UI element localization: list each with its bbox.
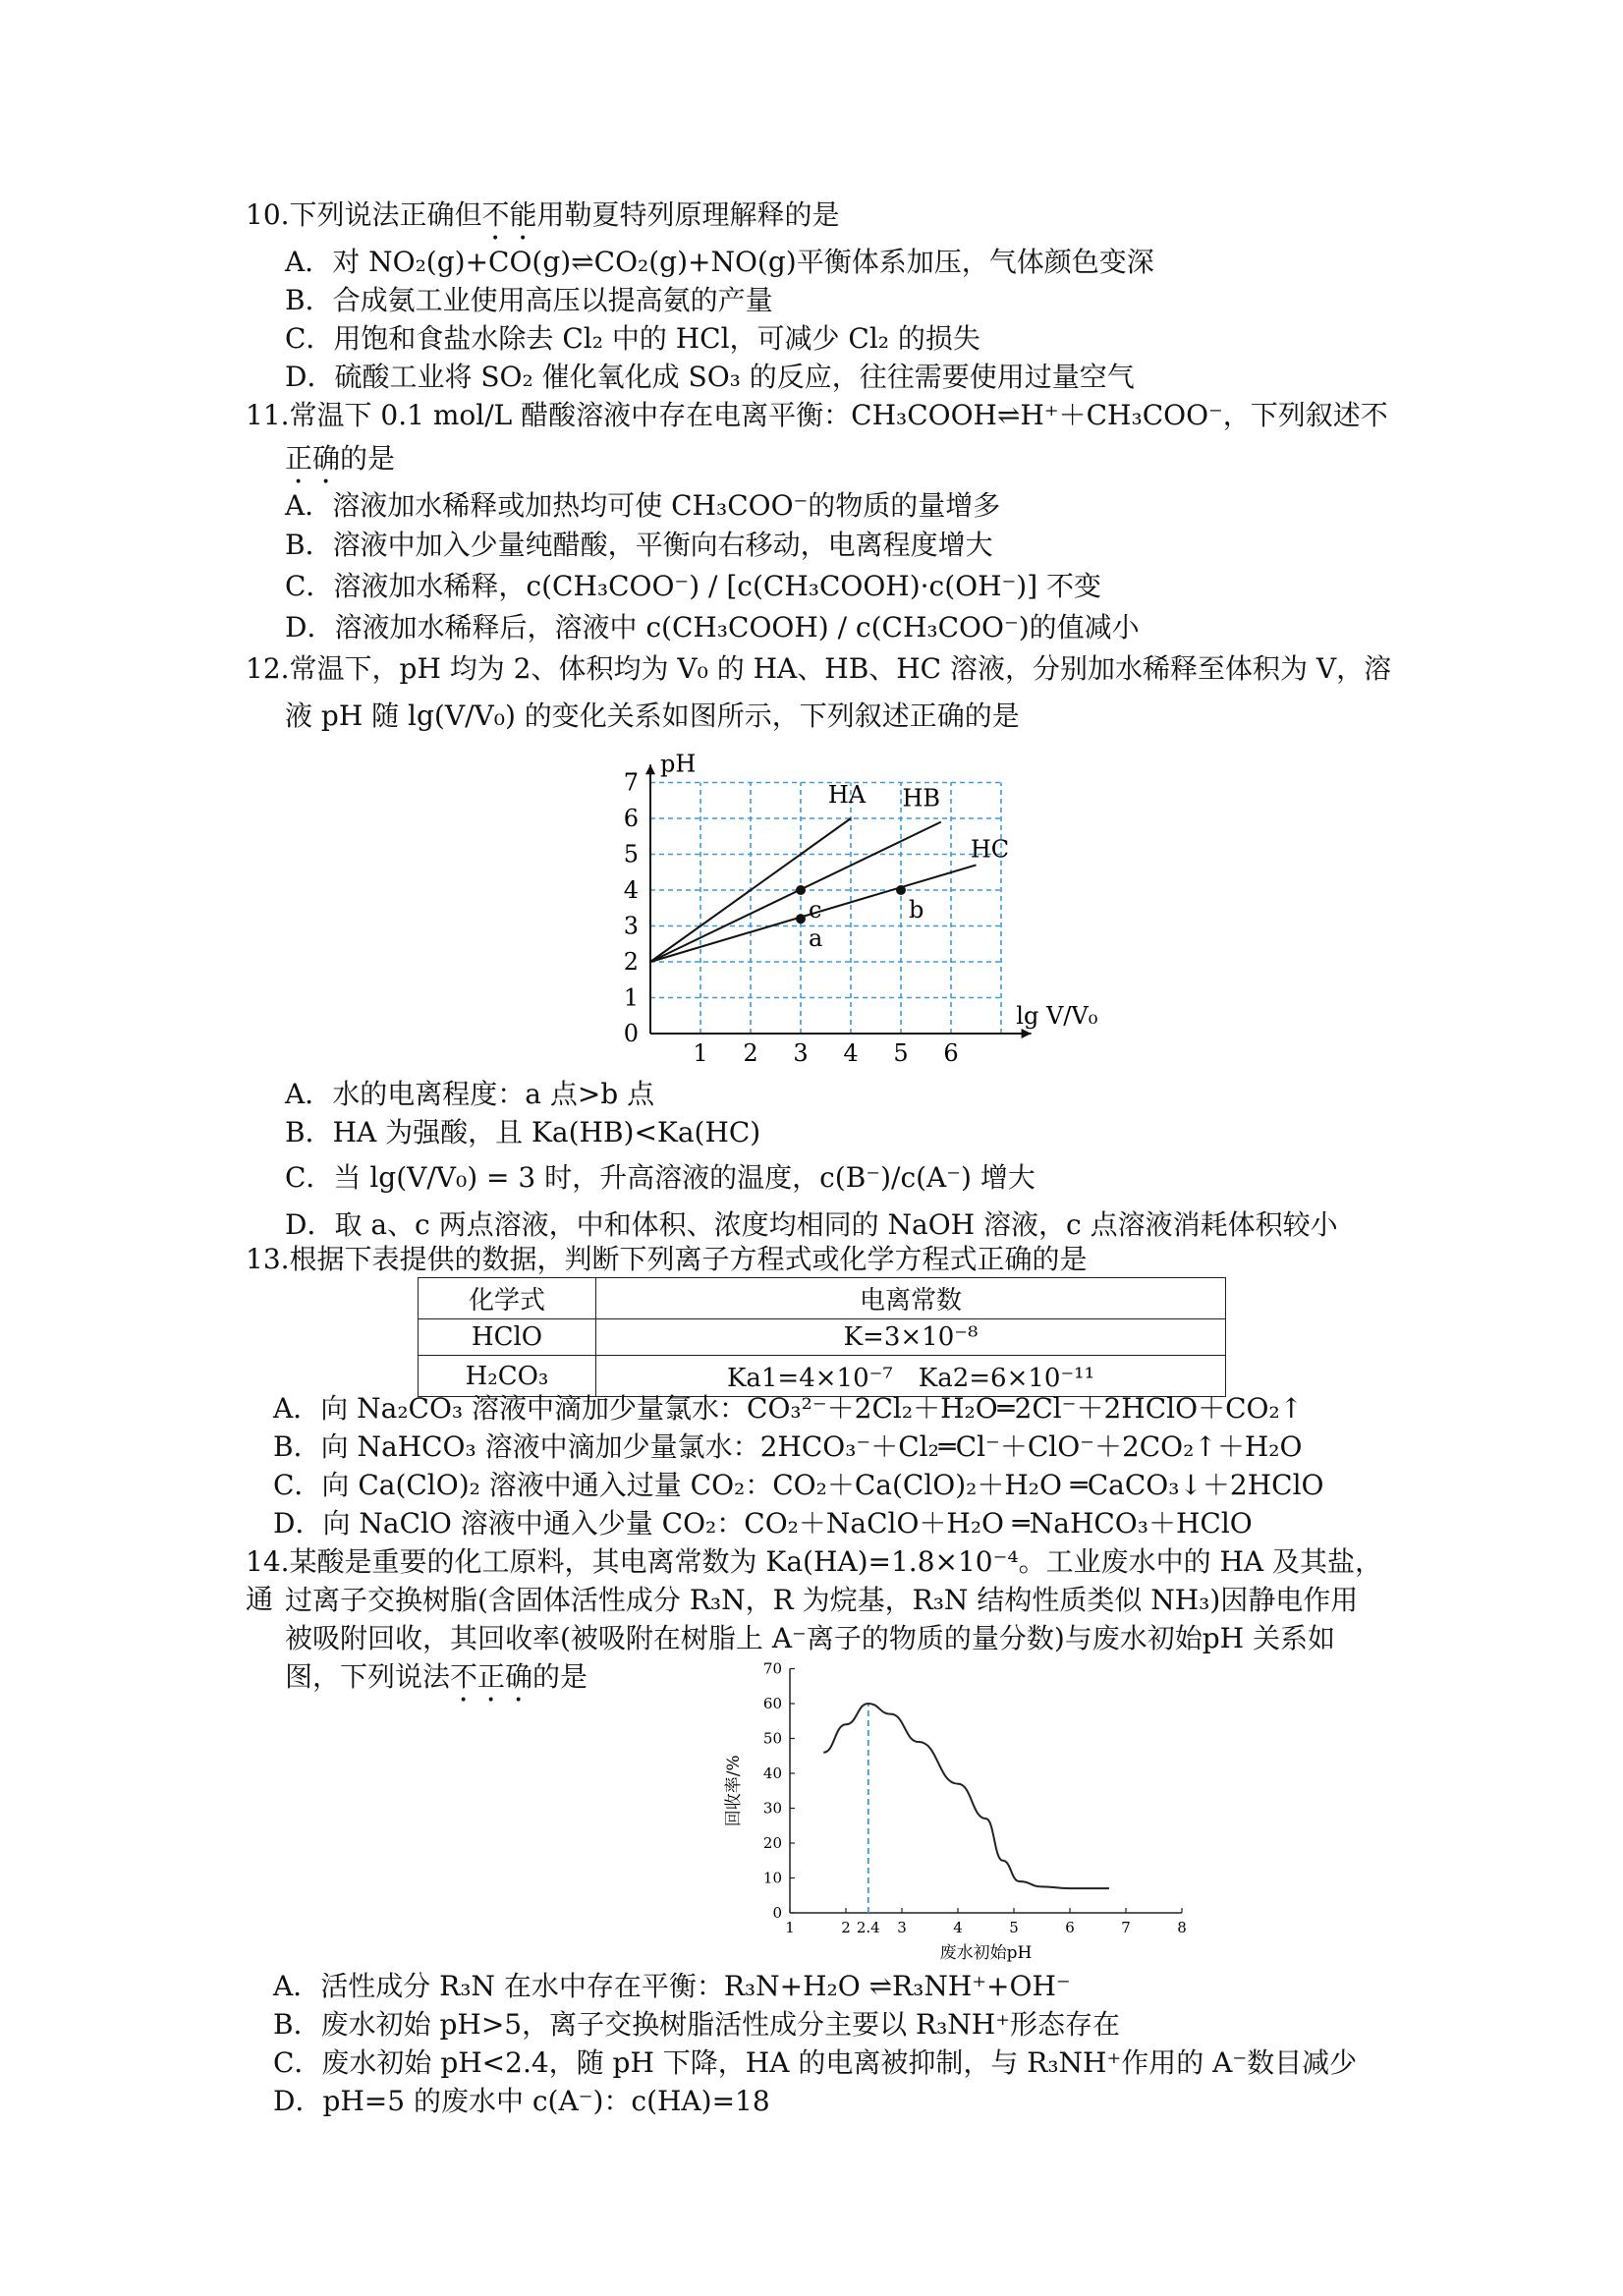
x-tick-label: 7 — [1121, 1919, 1131, 1936]
data-point — [796, 885, 806, 895]
q11-stem: 11.常温下 0.1 mol/L 醋酸溶液中存在电离平衡：CH₃COOH⇌H⁺＋CH₃COO⁻，下列叙述不 — [246, 399, 1388, 431]
x-tick-label: 2 — [841, 1919, 851, 1936]
table-row — [419, 1319, 1226, 1356]
y-axis-label: 回收率/% — [724, 1755, 744, 1827]
y-tick-label: 0 — [772, 1904, 782, 1922]
q10-option-b: B．合成氨工业使用高压以提高氨的产量 — [285, 284, 773, 316]
x-tick-label: 6 — [943, 1039, 959, 1067]
q12-option-b: B．HA 为强酸，且 Ka(HB)<Ka(HC) — [285, 1116, 761, 1148]
y-tick-label: 7 — [623, 768, 639, 797]
q13-option-a: A．向 Na₂CO₃ 溶液中滴加少量氯水：CO₃²⁻＋2Cl₂＋H₂O═2Cl⁻＋2HClO＋CO₂↑ — [273, 1392, 1304, 1425]
y-tick-label: 60 — [762, 1695, 782, 1712]
table-header: 化学式 — [419, 1278, 596, 1319]
q11-option-c: C．溶液加水稀释，c(CH₃COO⁻) / [c(CH₃COOH)·c(OH⁻)] 不变 — [285, 570, 1102, 602]
x-tick-label: 4 — [843, 1039, 859, 1067]
x-tick-label: 2 — [743, 1039, 758, 1067]
y-tick-label: 2 — [623, 948, 639, 976]
y-tick-label: 5 — [623, 840, 639, 868]
q12-stem-cont: 液 pH 随 lg(V/V₀) 的变化关系如图所示，下列叙述正确的是 — [285, 700, 1020, 732]
q14-stem: 14.某酸是重要的化工原料，其电离常数为 Ka(HA)=1.8×10⁻⁴。工业废水中的 HA 及其盐，通 — [246, 1545, 1383, 1615]
y-tick-label: 70 — [762, 1659, 782, 1678]
y-axis-label: pH — [660, 750, 697, 778]
q13-option-c: C．向 Ca(ClO)₂ 溶液中通入过量 CO₂：CO₂＋Ca(ClO)₂＋H₂O ═CaCO₃↓＋2HClO — [273, 1469, 1324, 1501]
series-label: HA — [827, 781, 867, 809]
q14-option-a: A．活性成分 R₃N 在水中存在平衡：R₃N+H₂O ⇌R₃NH⁺+OH⁻ — [273, 1970, 1071, 2002]
x-tick-label: 5 — [893, 1039, 909, 1067]
y-tick-label: 0 — [623, 1020, 639, 1047]
q14-option-d: D．pH=5 的废水中 c(A⁻)：c(HA)=18 — [273, 2085, 770, 2117]
q12-option-d: D．取 a、c 两点溶液，中和体积、浓度均相同的 NaOH 溶液，c 点溶液消耗体积较小 — [285, 1208, 1338, 1241]
q10-stem: 10.下列说法正确但不能用勒夏特列原理解释的是 — [246, 198, 840, 231]
x-tick-label: 3 — [897, 1919, 907, 1936]
q11-option-a: A．溶液加水稀释或加热均可使 CH₃COO⁻的物质的量增多 — [285, 489, 1001, 522]
recovery-curve — [823, 1704, 1109, 1888]
q14-stem-cont-3: 图，下列说法不正确的是 — [285, 1660, 588, 1693]
q13-stem: 13.根据下表提供的数据，判断下列离子方程式或化学方程式正确的是 — [246, 1243, 1088, 1275]
q12-option-a: A．水的电离程度：a 点>b 点 — [285, 1078, 655, 1110]
q14-stem-cont-1: 过离子交换树脂(含固体活性成分 R₃N，R 为烷基，R₃N 结构性质类似 NH₃)因静电作用 — [285, 1584, 1359, 1616]
q14-option-b: B．废水初始 pH>5，离子交换树脂活性成分主要以 R₃NH⁺形态存在 — [273, 2008, 1121, 2041]
x-tick-label: 8 — [1177, 1919, 1187, 1936]
q14-stem-cont-2: 被吸附回收，其回收率(被吸附在树脂上 A⁻离子的物质的量分数)与废水初始pH 关系如 — [285, 1622, 1335, 1654]
y-tick-label: 10 — [762, 1869, 782, 1887]
x-tick-label: 6 — [1065, 1919, 1075, 1936]
x-tick-label: 3 — [793, 1039, 809, 1067]
y-tick-label: 3 — [623, 912, 639, 940]
q12-option-c: C．当 lg(V/V₀) = 3 时，升高溶液的温度，c(B⁻)/c(A⁻) 增大 — [285, 1161, 1035, 1194]
point-label: a — [809, 924, 823, 953]
y-tick-label: 1 — [623, 983, 639, 1012]
table-cell: K=3×10⁻⁸ — [596, 1319, 1226, 1356]
series-label: HB — [902, 784, 941, 812]
q11-option-d: D．溶液加水稀释后，溶液中 c(CH₃COOH) / c(CH₃COO⁻)的值减小 — [285, 611, 1140, 644]
x-axis-label: lg V/V₀ — [1016, 1002, 1098, 1030]
q14-option-c: C．废水初始 pH<2.4，随 pH 下降，HA 的电离被抑制，与 R₃NH⁺作用的 A⁻数目减少 — [273, 2046, 1358, 2079]
q13-option-b: B．向 NaHCO₃ 溶液中滴加少量氯水：2HCO₃⁻＋Cl₂═Cl⁻＋ClO⁻＋2CO₂↑＋H₂O — [273, 1430, 1303, 1463]
q11-stem-cont: 正确的是 — [285, 442, 396, 475]
q11-option-b: B．溶液中加入少量纯醋酸，平衡向右移动，电离程度增大 — [285, 529, 993, 561]
point-label: c — [809, 896, 822, 924]
table-cell: Ka1=4×10⁻⁷ Ka2=6×10⁻¹¹ — [596, 1356, 1226, 1397]
point-label: b — [909, 896, 924, 924]
ionization-constant-table — [418, 1277, 1226, 1397]
x-tick-label: 1 — [785, 1919, 795, 1936]
table-cell: H₂CO₃ — [419, 1356, 596, 1397]
table-cell: HClO — [419, 1319, 596, 1356]
y-tick-label: 30 — [762, 1799, 782, 1818]
q12-stem: 12.常温下，pH 均为 2、体积均为 V₀ 的 HA、HB、HC 溶液，分别加水稀释至体积为 V，溶 — [246, 652, 1392, 685]
x-tick-label: 4 — [953, 1919, 963, 1936]
x-tick-label: 5 — [1009, 1919, 1019, 1936]
y-tick-label: 4 — [623, 876, 639, 904]
q10-option-c: C．用饱和食盐水除去 Cl₂ 中的 HCl，可减少 Cl₂ 的损失 — [285, 322, 980, 355]
q10-option-a: A．对 NO₂(g)+CO(g)⇌CO₂(g)+NO(g)平衡体系加压，气体颜色变深 — [285, 246, 1154, 278]
q10-option-d: D．硫酸工业将 SO₂ 催化氧化成 SO₃ 的反应，往往需要使用过量空气 — [285, 361, 1135, 393]
recovery-rate-chart — [717, 1652, 1208, 1967]
table-header: 电离常数 — [596, 1278, 1226, 1319]
series-label: HC — [970, 835, 1010, 864]
y-axis-arrow — [645, 764, 655, 774]
x-tick-label: 2.4 — [856, 1919, 880, 1936]
x-axis-arrow — [1022, 1029, 1032, 1038]
data-point — [796, 914, 806, 924]
y-tick-label: 40 — [762, 1764, 782, 1782]
x-axis-label: 废水初始pH — [939, 1943, 1033, 1963]
y-tick-label: 6 — [623, 805, 639, 832]
y-tick-label: 50 — [762, 1729, 782, 1748]
q13-option-d: D．向 NaClO 溶液中通入少量 CO₂：CO₂＋NaClO＋H₂O ═NaHCO₃＋HClO — [273, 1507, 1253, 1540]
data-point — [896, 885, 906, 895]
ph-dilution-chart — [589, 739, 1098, 1067]
x-tick-label: 1 — [693, 1039, 708, 1067]
y-tick-label: 20 — [762, 1834, 782, 1852]
